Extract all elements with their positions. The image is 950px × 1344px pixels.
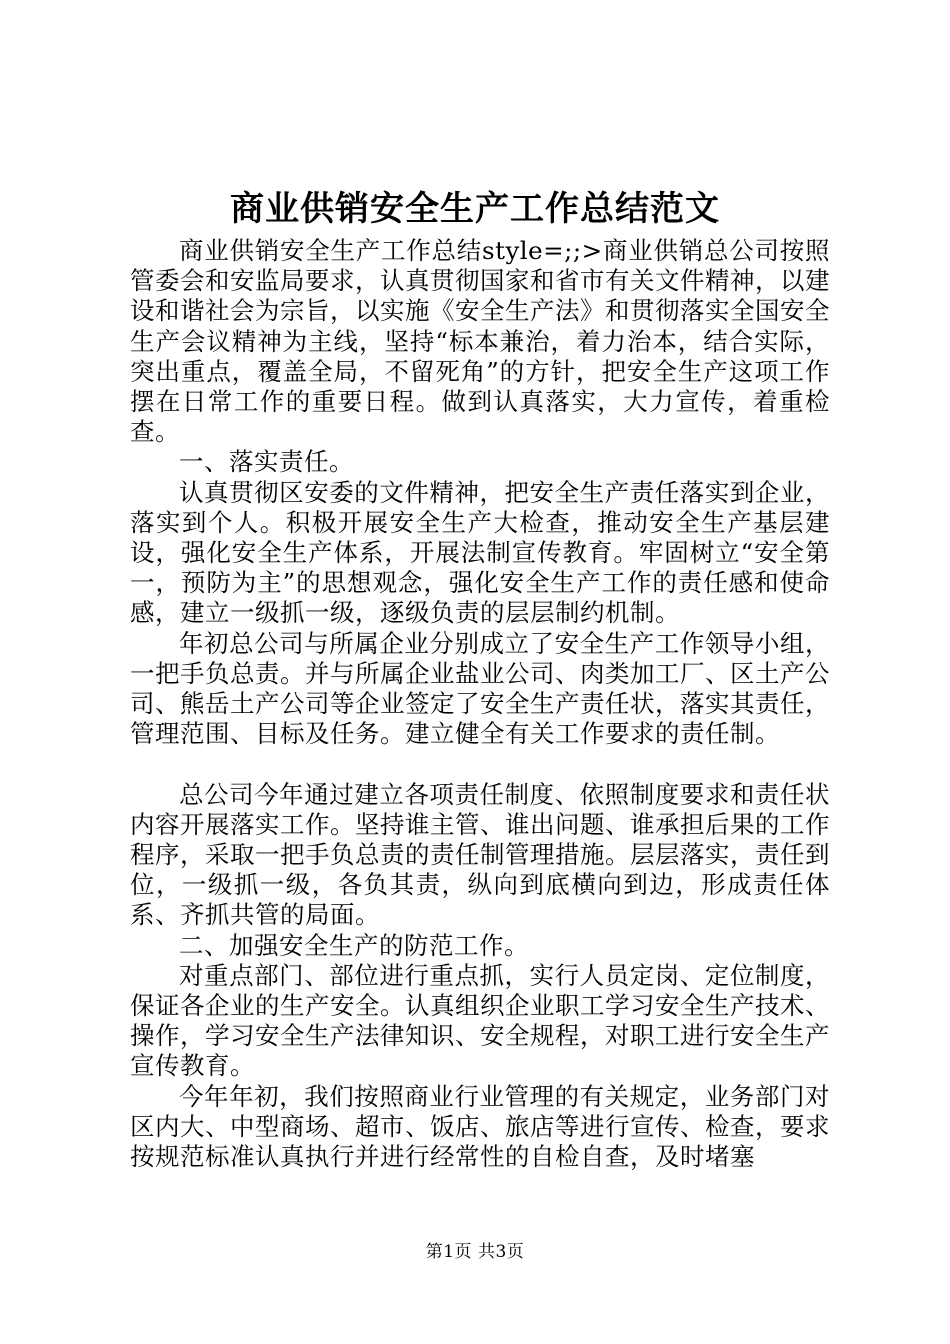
paragraph-key-departments: 对重点部门、部位进行重点抓，实行人员定岗、定位制度，保证各企业的生产安全。认真组织企业职工学习安全生产技术、操作，学习安全生产法律知识、安全规程，对职工进行安全生产宣传教育。	[130, 960, 830, 1081]
paragraph-intro: 商业供销安全生产工作总结style=;;>商业供销总公司按照管委会和安监局要求，认真贯彻国家和省市有关文件精神，以建设和谐社会为宗旨，以实施《安全生产法》和贯彻落实全国安全生产会议精神为主线，坚持“标本兼治，着力治本，结合实际，突出重点，覆盖全局，不留死角”的方针，把安全生产这项工作摆在日常工作的重要日程。做到认真落实，大力宣传，着重检查。	[130, 236, 830, 447]
document-body	[130, 236, 830, 1172]
paragraph-responsibility: 认真贯彻区安委的文件精神，把安全生产责任落实到企业，落实到个人。积极开展安全生产大检查，推动安全生产基层建设，强化安全生产体系，开展法制宣传教育。牢固树立“安全第一，预防为主”的思想观念，强化安全生产工作的责任感和使命感，建立一级抓一级，逐级负责的层层制约机制。	[130, 477, 830, 628]
document-title: 商业供销安全生产工作总结范文	[230, 189, 720, 229]
paragraph-gap	[130, 749, 830, 779]
paragraph-company-system: 总公司今年通过建立各项责任制度、依照制度要求和责任状内容开展落实工作。坚持谁主管、谁出问题、谁承担后果的工作程序，采取一把手负总责的责任制管理措施。层层落实，责任到位，一级抓一级，各负其责，纵向到底横向到边，形成责任体系、齐抓共管的局面。	[130, 779, 830, 930]
section-heading-1: 一、落实责任。	[179, 447, 354, 477]
paragraph-inspection: 今年年初，我们按照商业行业管理的有关规定，业务部门对区内大、中型商场、超市、饭店、旅店等进行宣传、检查，要求按规范标准认真执行并进行经常性的自检自查，及时堵塞	[130, 1081, 830, 1172]
section-heading-2: 二、加强安全生产的防范工作。	[179, 930, 529, 960]
page-number-footer: 第1页 共3页	[425, 1242, 525, 1262]
paragraph-leadership-group: 年初总公司与所属企业分别成立了安全生产工作领导小组，一把手负总责。并与所属企业盐业公司、肉类加工厂、区土产公司、熊岳土产公司等企业签定了安全生产责任状，落实其责任，管理范围、目标及任务。建立健全有关工作要求的责任制。	[130, 628, 830, 749]
